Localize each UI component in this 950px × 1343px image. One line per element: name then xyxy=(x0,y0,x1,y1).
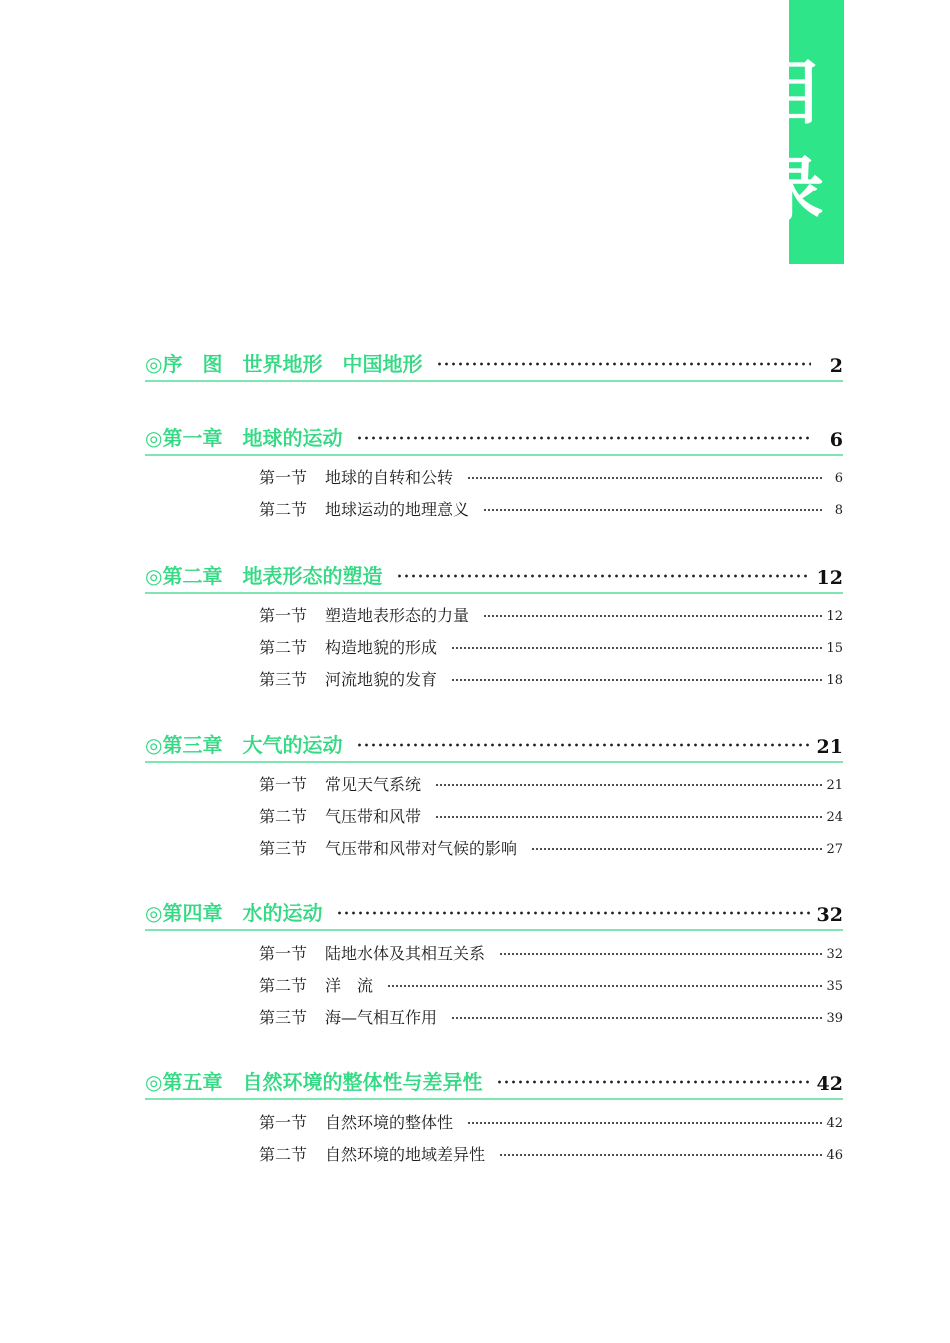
section-title: 洋 流 xyxy=(325,976,374,995)
toc-section-entry[interactable] xyxy=(259,774,843,796)
toc-chapter-entry[interactable] xyxy=(145,564,843,594)
section-label: 第二节 xyxy=(259,1145,308,1164)
section-page-number: 42 xyxy=(826,1116,843,1131)
chapter-page-number: 32 xyxy=(816,904,843,926)
toc-chapter-entry[interactable] xyxy=(145,1070,843,1100)
section-label: 第二节 xyxy=(259,807,308,826)
section-label: 第一节 xyxy=(259,944,308,963)
section-title: 气压带和风带对气候的影响 xyxy=(325,839,518,858)
dot-leader xyxy=(356,742,811,748)
chapter-heading xyxy=(145,352,422,376)
section-title: 地球运动的地理意义 xyxy=(325,500,470,519)
dot-leader xyxy=(387,984,823,988)
dot-leader xyxy=(336,910,811,916)
chapter-title: 世界地形 中国地形 xyxy=(242,352,423,376)
chapter-title: 水的运动 xyxy=(242,901,323,925)
toc-section-entry[interactable] xyxy=(259,943,843,965)
section-heading xyxy=(259,605,469,627)
chapter-title: 自然环境的整体性与差异性 xyxy=(242,1070,483,1094)
title-char-lu: 录 xyxy=(754,149,824,231)
toc-section-entry[interactable] xyxy=(259,605,843,627)
section-label: 第一节 xyxy=(259,775,308,794)
chapter-heading xyxy=(145,426,342,450)
section-title: 气压带和风带 xyxy=(325,807,422,826)
dot-leader xyxy=(435,815,823,819)
chapter-page-number: 12 xyxy=(816,567,843,589)
toc-section-entry[interactable] xyxy=(259,975,843,997)
dot-leader xyxy=(451,646,823,650)
toc-chapter-entry[interactable] xyxy=(145,426,843,456)
section-heading xyxy=(259,499,469,521)
section-heading xyxy=(259,838,517,860)
toc-section-entry[interactable] xyxy=(259,1144,843,1166)
toc-section-entry[interactable] xyxy=(259,838,843,860)
dot-leader xyxy=(499,1153,823,1157)
section-page-number: 46 xyxy=(826,1148,843,1163)
chapter-heading xyxy=(145,1070,482,1094)
section-title: 自然环境的整体性 xyxy=(325,1113,454,1132)
section-label: 第一节 xyxy=(259,606,308,625)
section-heading xyxy=(259,1007,437,1029)
dot-leader xyxy=(467,1121,823,1125)
toc-section-entry[interactable] xyxy=(259,1112,843,1134)
dot-leader xyxy=(436,361,811,367)
dot-leader xyxy=(483,614,823,618)
section-title: 陆地水体及其相互关系 xyxy=(325,944,486,963)
section-heading xyxy=(259,975,373,997)
chapter-label: ◎第四章 xyxy=(145,901,223,925)
chapter-title: 大气的运动 xyxy=(242,733,343,757)
toc-section-entry[interactable] xyxy=(259,637,843,659)
chapter-label: ◎第一章 xyxy=(145,426,223,450)
dot-leader xyxy=(396,573,811,579)
section-heading xyxy=(259,1112,453,1134)
section-heading xyxy=(259,669,437,691)
section-page-number: 6 xyxy=(834,471,843,486)
dot-leader xyxy=(451,1016,823,1020)
chapter-page-number: 6 xyxy=(829,429,843,451)
section-title: 海—气相互作用 xyxy=(325,1008,438,1027)
chapter-label: ◎序 图 xyxy=(145,352,223,376)
section-heading xyxy=(259,774,421,796)
chapter-title: 地表形态的塑造 xyxy=(242,564,383,588)
chapter-heading xyxy=(145,901,322,925)
chapter-page-number: 42 xyxy=(816,1073,843,1095)
section-title: 常见天气系统 xyxy=(325,775,422,794)
chapter-heading xyxy=(145,733,342,757)
section-label: 第二节 xyxy=(259,638,308,657)
toc-section-entry[interactable] xyxy=(259,669,843,691)
section-heading xyxy=(259,943,485,965)
section-label: 第二节 xyxy=(259,976,308,995)
section-page-number: 32 xyxy=(826,947,843,962)
section-heading xyxy=(259,467,453,489)
section-page-number: 24 xyxy=(826,810,843,825)
section-page-number: 8 xyxy=(834,503,843,518)
dot-leader xyxy=(356,435,811,441)
section-page-number: 21 xyxy=(826,778,843,793)
section-label: 第一节 xyxy=(259,1113,308,1132)
section-page-number: 27 xyxy=(826,842,843,857)
section-title: 构造地貌的形成 xyxy=(325,638,438,657)
chapter-heading xyxy=(145,564,382,588)
section-page-number: 12 xyxy=(826,609,843,624)
section-title: 河流地貌的发育 xyxy=(325,670,438,689)
dot-leader xyxy=(499,952,823,956)
toc-section-entry[interactable] xyxy=(259,467,843,489)
chapter-label: ◎第二章 xyxy=(145,564,223,588)
chapter-label: ◎第五章 xyxy=(145,1070,223,1094)
section-page-number: 39 xyxy=(826,1011,843,1026)
section-heading xyxy=(259,1144,485,1166)
section-label: 第三节 xyxy=(259,1008,308,1027)
section-heading xyxy=(259,806,421,828)
chapter-title: 地球的运动 xyxy=(242,426,343,450)
toc-chapter-entry[interactable] xyxy=(145,733,843,763)
dot-leader xyxy=(467,476,823,480)
toc-chapter-entry[interactable] xyxy=(145,901,843,931)
toc-section-entry[interactable] xyxy=(259,1007,843,1029)
section-label: 第三节 xyxy=(259,839,308,858)
chapter-label: ◎第三章 xyxy=(145,733,223,757)
section-label: 第一节 xyxy=(259,468,308,487)
toc-section-entry[interactable] xyxy=(259,499,843,521)
dot-leader xyxy=(451,678,823,682)
title-char-mu: 目 xyxy=(754,52,824,134)
chapter-page-number: 21 xyxy=(816,736,843,758)
section-title: 地球的自转和公转 xyxy=(325,468,454,487)
dot-leader xyxy=(496,1079,811,1085)
dot-leader xyxy=(531,847,823,851)
section-label: 第三节 xyxy=(259,670,308,689)
section-heading xyxy=(259,637,437,659)
section-page-number: 15 xyxy=(826,641,843,656)
section-label: 第二节 xyxy=(259,500,308,519)
dot-leader xyxy=(435,783,823,787)
section-page-number: 18 xyxy=(826,673,843,688)
toc-chapter-entry[interactable] xyxy=(145,352,843,382)
section-title: 自然环境的地域差异性 xyxy=(325,1145,486,1164)
dot-leader xyxy=(483,508,823,512)
toc-section-entry[interactable] xyxy=(259,806,843,828)
chapter-page-number: 2 xyxy=(829,355,843,377)
section-title: 塑造地表形态的力量 xyxy=(325,606,470,625)
section-page-number: 35 xyxy=(826,979,843,994)
